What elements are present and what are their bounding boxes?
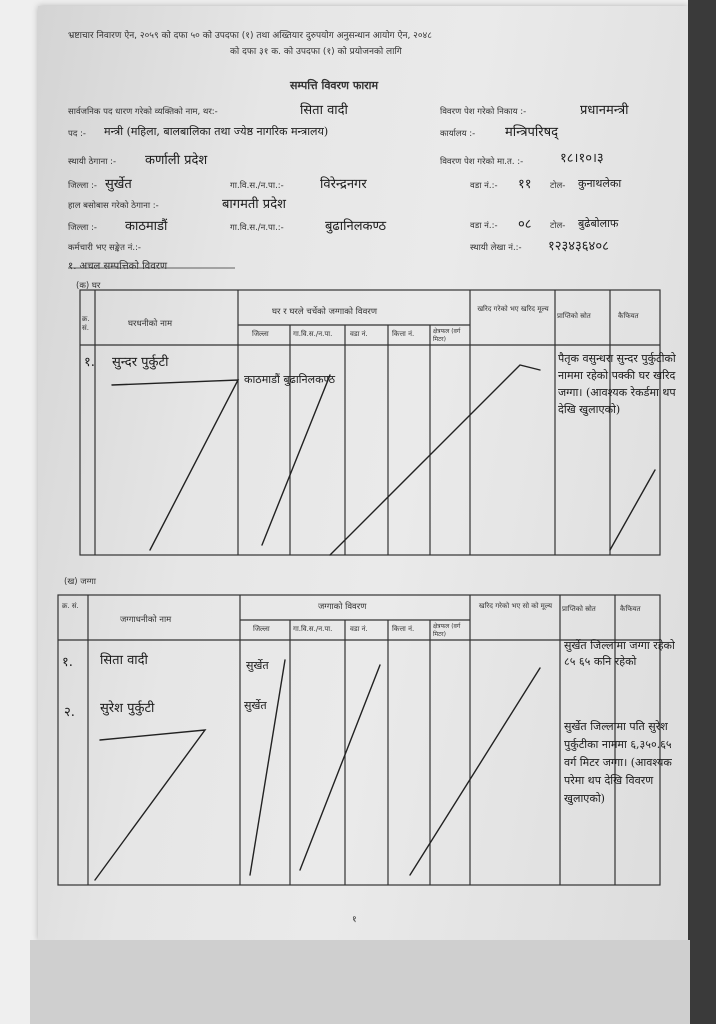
house-row1-location: काठमाडौं बुढानिलकण्ठ [244,373,336,386]
vdc-value: विरेन्द्रनगर [320,177,367,192]
house-row1-owner: सुन्दर पुर्कुटी [112,355,169,370]
house-th-value: कैफियत [618,312,639,320]
district-value: सुर्खेत [105,177,132,192]
house-th-ward: वडा नं. [350,330,368,338]
karyalaya-label: कार्यालय :- [440,129,476,139]
vdc2-value: बुढानिलकण्ठ [325,219,387,234]
tole2-label: टोल- [550,221,566,231]
land-th-owner: जग्गाधनीको नाम [120,615,172,625]
district2-label: जिल्ला :- [68,223,97,233]
name-label: सार्वजनिक पद धारण गरेको व्यक्तिको नाम, थर:- [68,107,218,117]
post-value: मन्त्री (महिला, बालबालिका तथा ज्येष्ठ नागरिक मन्त्रालय) [104,125,329,138]
house-th-owner: घरधनीको नाम [128,319,173,329]
land-th-price: खरिद गरेको भए सो को मूल्य [478,602,553,610]
page-number: १ [352,915,357,925]
office-label: विवरण पेश गरेको निकाय :- [440,107,527,117]
ward-label: वडा नं.:- [470,181,498,191]
house-cancel-stroke-2 [262,375,330,545]
pan-label: स्थायी लेखा नं.:- [470,243,522,253]
vdc-label: गा.वि.स./न.पा.:- [230,181,284,191]
post-label: पद :- [68,129,86,139]
ward2-value: ०८ [518,217,532,232]
house-th-district: जिल्ला [252,330,269,338]
house-th-source: प्राप्तिको स्रोत [557,312,591,320]
land-th-area: क्षेत्रफल (वर्ग मिटर) [433,623,461,638]
land-th-sn: क्र. सं. [62,602,79,610]
land-cancel-stroke-2 [250,660,285,875]
house-cancel-stroke-1 [112,380,238,550]
form-title: सम्पत्ति विवरण फाराम [290,79,379,92]
land-th-ward: वडा नं. [350,625,368,633]
house-row1-remarks: पैतृक वसुन्धरा सुन्दर पुर्कुटीको नाममा रहेको पक्की घर खरिद जग्गा। (आवश्यक रेकर्डमा थप देखि खुलाएको) [558,352,676,416]
date-label: विवरण पेश गरेको मा.त. :- [440,157,524,167]
header-line-2: को दफा ३१ क. को उपदफा (१) को प्रयोजनको लागि [230,47,402,57]
house-cancel-stroke-3 [330,365,540,555]
land-th-vdc: गा.वि.स./न.पा. [293,625,333,633]
house-th-vdc: गा.वि.स./न.पा. [293,330,333,338]
pan-value: १२३४३६४०८ [548,239,609,254]
house-th-price: खरिद गरेको भए खरिद मूल्य [477,305,549,313]
land-remarks-2: सुर्खेत जिल्लामा पति सुरेश पुर्कुटीका नाममा ६,३५०.६५ वर्ग मिटर जग्गा। (आवश्यक परेमा थप देखि विवरण खुलाएको) [564,720,672,805]
vdc2-label: गा.वि.स./न.पा.:- [230,223,284,233]
house-th-kitta: कित्ता नं. [392,330,415,338]
land-row1-owner: सिता वादी [100,653,148,668]
land-th-source: प्राप्तिको स्रोत [562,605,596,613]
ward-value: ११ [518,177,532,192]
staff-label: कर्मचारी भए सङ्केत नं.:- [68,243,141,253]
district-label: जिल्ला :- [68,181,97,191]
house-th-location: घर र घरले चर्चेको जग्गाको विवरण [272,307,377,317]
land-th-district: जिल्ला [253,625,270,633]
land-section-label: (ख) जग्गा [64,577,96,587]
tole-label: टोल- [550,181,566,191]
house-th-sn: क्र. सं. [82,315,90,332]
district2-value: काठमाडौं [125,219,168,234]
name-value: सिता वादी [300,103,348,118]
current-address-label: हाल बसोबास गरेको ठेगाना :- [68,201,159,211]
ward2-label: वडा नं.:- [470,221,498,231]
land-row2-sn: २. [64,705,75,720]
land-row1-district: सुर्खेत [246,659,269,672]
address-label: स्थायी ठेगाना :- [68,157,117,167]
tole2-value: बुढेबोलाफ [578,217,619,230]
land-th-value: कैफियत [620,605,641,613]
office-value: प्रधानमन्त्री [580,103,629,118]
house-row1-sn: १. [84,355,95,370]
land-cancel-stroke-3 [300,665,380,870]
house-th-area: क्षेत्रफल (वर्ग मिटर) [433,328,461,343]
house-section-label: (क) घर [76,281,101,291]
date-value: १८।१०।३ [560,151,604,166]
tole-value: कुनाथलेका [578,177,622,190]
land-row2-owner: सुरेश पुर्कुटी [100,701,155,716]
house-cancel-stroke-4 [610,470,655,550]
address-value: कर्णाली प्रदेश [145,153,208,168]
land-th-kitta: कित्ता नं. [392,625,415,633]
land-row2-district: सुर्खेत [244,699,267,712]
land-cancel-stroke-1 [95,730,205,880]
land-row1-sn: १. [62,655,73,670]
land-th-location: जग्गाको विवरण [318,602,367,612]
header-line-1: भ्रष्टाचार निवारण ऐन, २०५९ को दफा ५० को उपदफा (१) तथा अख्तियार दुरुपयोग अनुसन्धान आयोग ऐन, २०४८ [68,31,432,41]
land-remarks-1: सुर्खेत जिल्लामा जग्गा रहेको ८५ ६५ कनि रहेको [564,639,675,668]
current-address-value: बागमती प्रदेश [222,197,286,212]
section1-title: १. अचल सम्पत्तिको विवरण [68,261,168,272]
karyalaya-value: मन्त्रिपरिषद् [505,125,559,140]
